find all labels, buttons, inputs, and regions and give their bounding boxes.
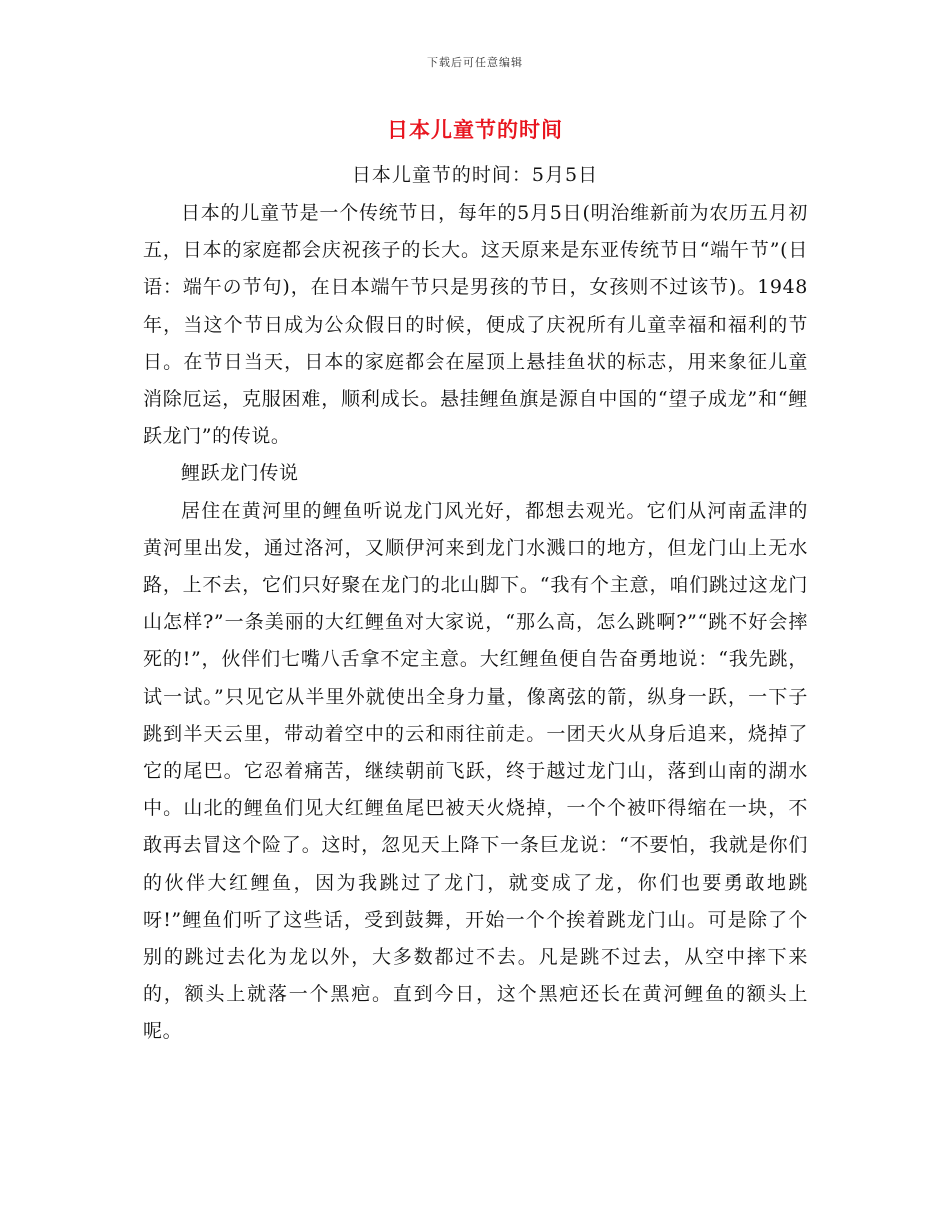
document-body (143, 195, 808, 1051)
paragraph-intro: 日本的儿童节是一个传统节日，每年的5月5日(明治维新前为农历五月初五，日本的家庭都会庆祝孩子的长大。这天原来是东亚传统节日“端午节”(日语：端午の节句)，在日本端午节只是男孩的节日，女孩则不过该节)。1948年，当这个节日成为公众假日的时候，便成了庆祝所有儿童幸福和福利的节日。在节日当天，日本的家庭都会在屋顶上悬挂鱼状的标志，用来象征儿童消除厄运，克服困难，顺利成长。悬挂鲤鱼旗是源自中国的“望子成龙”和“鲤跃龙门”的传说。 (143, 202, 808, 448)
section-heading: 鲤跃龙门传说 (181, 462, 299, 485)
paragraph-legend: 居住在黄河里的鲤鱼听说龙门风光好，都想去观光。它们从河南孟津的黄河里出发，通过洛河，又顺伊河来到龙门水溅口的地方，但龙门山上无水路，上不去，它们只好聚在龙门的北山脚下。“我有个主意，咱们跳过这龙门山怎样?”一条美丽的大红鲤鱼对大家说，“那么高，怎么跳啊?”“跳不好会摔死的!”，伙伴们七嘴八舌拿不定主意。大红鲤鱼便自告奋勇地说：“我先跳，试一试。”只见它从半里外就使出全身力量，像离弦的箭，纵身一跃，一下子跳到半天云里，带动着空中的云和雨往前走。一团天火从身后追来，烧掉了它的尾巴。它忍着痛苦，继续朝前飞跃，终于越过龙门山，落到山南的湖水中。山北的鲤鱼们见大红鲤鱼尾巴被天火烧掉，一个个被吓得缩在一块，不敢再去冒这个险了。这时，忽见天上降下一条巨龙说：“不要怕，我就是你们的伙伴大红鲤鱼，因为我跳过了龙门，就变成了龙，你们也要勇敢地跳呀!”鲤鱼们听了这些话，受到鼓舞，开始一个个挨着跳龙门山。可是除了个别的跳过去化为龙以外，大多数都过不去。凡是跳不过去，从空中摔下来的，额头上就落一个黑疤。直到今日，这个黑疤还长在黄河鲤鱼的额头上呢。 (143, 499, 808, 1043)
document-title: 日本儿童节的时间 (387, 118, 563, 142)
header-note: 下载后可任意编辑 (427, 56, 523, 69)
document-subtitle: 日本儿童节的时间：5月5日 (351, 164, 599, 186)
